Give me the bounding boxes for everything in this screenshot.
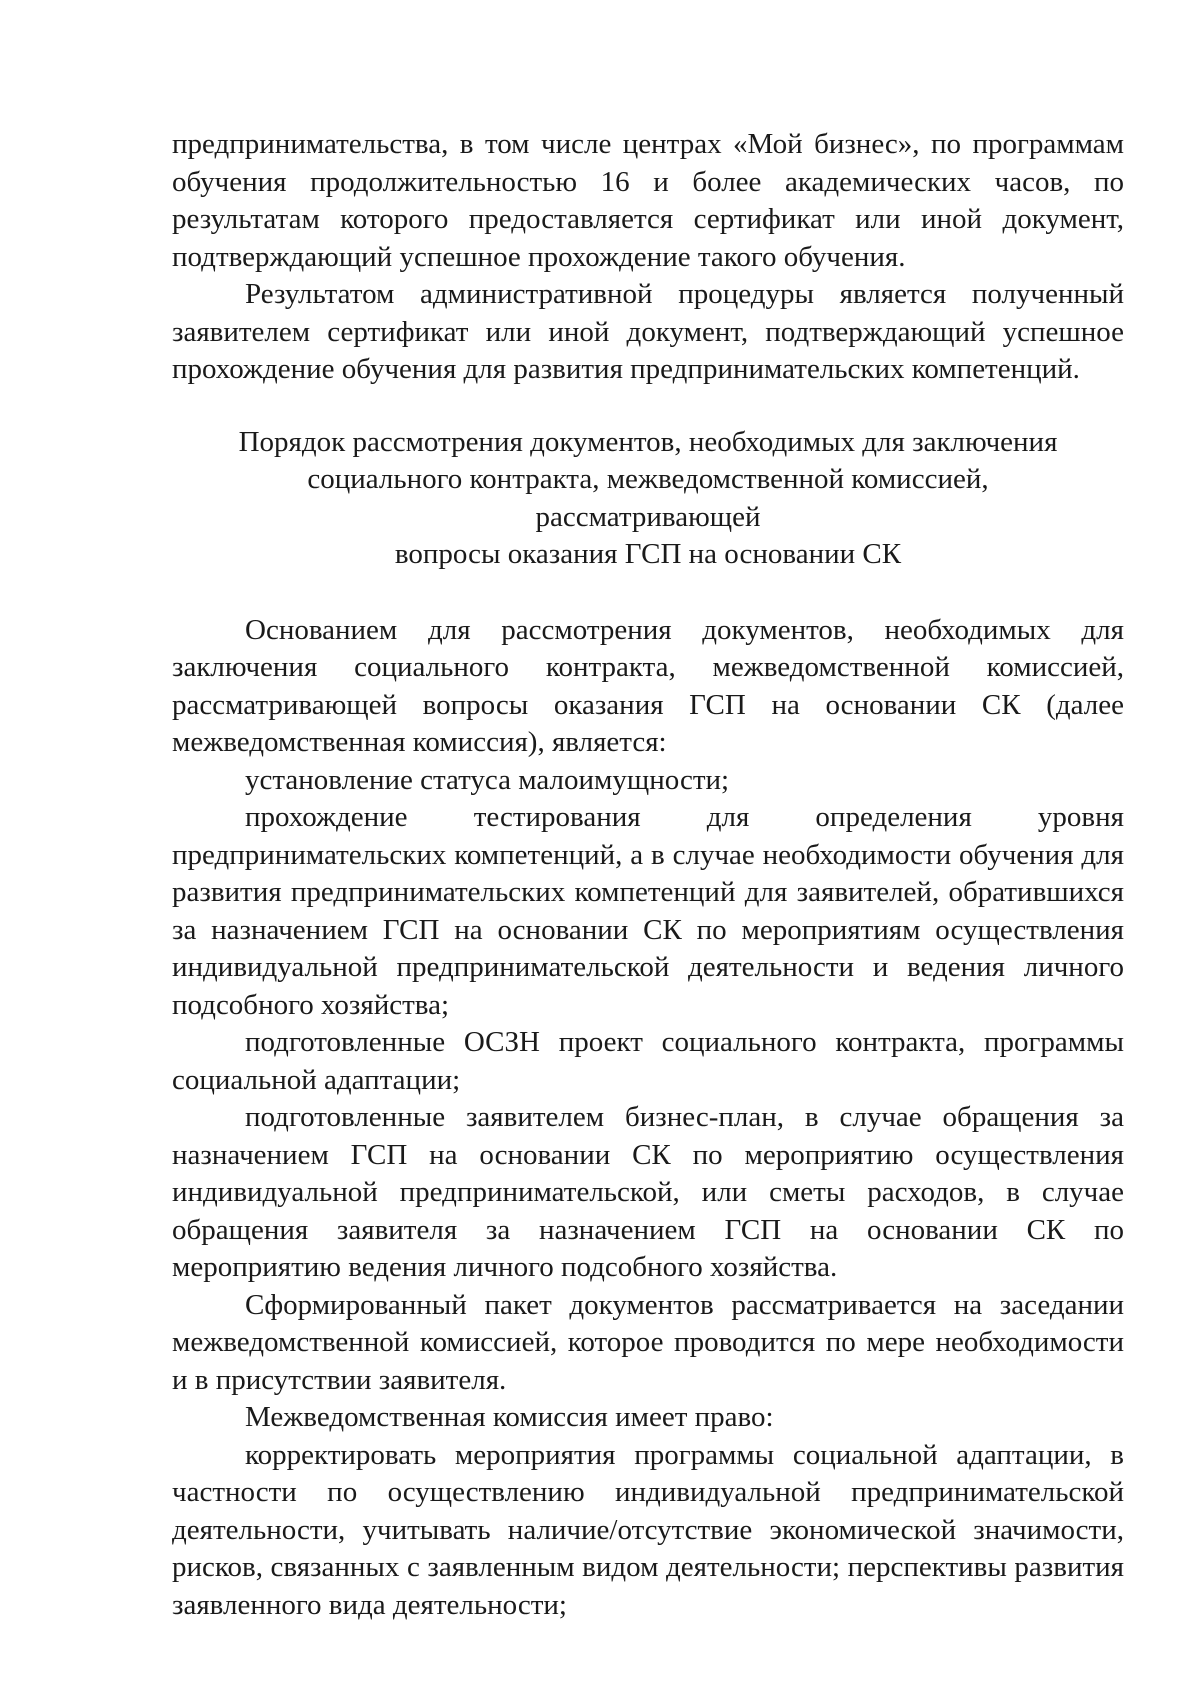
list-item-contract-draft: подготовленные ОСЗН проект социального контракта, программы социальной адаптации; [172,1026,1124,1096]
paragraph-commission-rights: Межведомственная комиссия имеет право: [245,1401,774,1433]
list-item-status: установление статуса малоимущности; [245,763,730,796]
paragraph-basis: Основанием для рассмотрения документов, необходимых для заключения социального контракта, межведомственной комиссией, рассматривающей вопросы оказания ГСП на основании СК (далее межведомственная комиссия), является: [172,613,1124,758]
paragraph-result: Результатом административной процедуры является полученный заявителем сертификат или иной документ, подтверждающий успешное прохождение обучения для развития предпринимательских компетенций. [172,278,1124,385]
section-heading-line-2: социального контракта, межведомственной комиссией, рассматривающей [307,463,989,533]
paragraph-continuation: предпринимательства, в том числе центрах «Мой бизнес», по программам обучения продолжительностью 16 и более академических часов, по результатам которого предоставляется сертификат или иной документ, подтверждающий успешное прохождение такого обучения. [172,128,1124,273]
section-heading [212,424,1084,574]
section-heading-line-3: вопросы оказания ГСП на основании СК [394,538,902,570]
list-item-testing: прохождение тестирования для определения уровня предпринимательских компетенций, а в случае необходимости обучения для развития предпринимательских компетенций для заявителей, обратившихся за назначением ГСП на основании СК по мероприятиям осуществления индивидуальной предпринимательской деятельности и ведения личного подсобного хозяйства; [172,801,1124,1021]
section-heading-line-1: Порядок рассмотрения документов, необходимых для заключения [238,425,1058,458]
paragraph-package-review: Сформированный пакет документов рассматривается на заседании межведомственной комиссией, которое проводится по мере необходимости и в присутствии заявителя. [172,1288,1124,1396]
list-item-adjust-program: корректировать мероприятия программы социальной адаптации, в частности по осуществлению индивидуальной предпринимательской деятельности, учитывать наличие/отсутствие экономической значимости, рисков, связанных с заявленным видом деятельности; перспективы развития заявленного вида деятельности; [172,1438,1124,1621]
document-body [172,126,1124,1624]
list-item-business-plan: подготовленные заявителем бизнес-план, в случае обращения за назначением ГСП на основании СК по мероприятию осуществления индивидуальной предпринимательской, или сметы расходов, в случае обращения заявителя за назначением ГСП на основании СК по мероприятию ведения личного подсобного хозяйства. [172,1101,1124,1283]
